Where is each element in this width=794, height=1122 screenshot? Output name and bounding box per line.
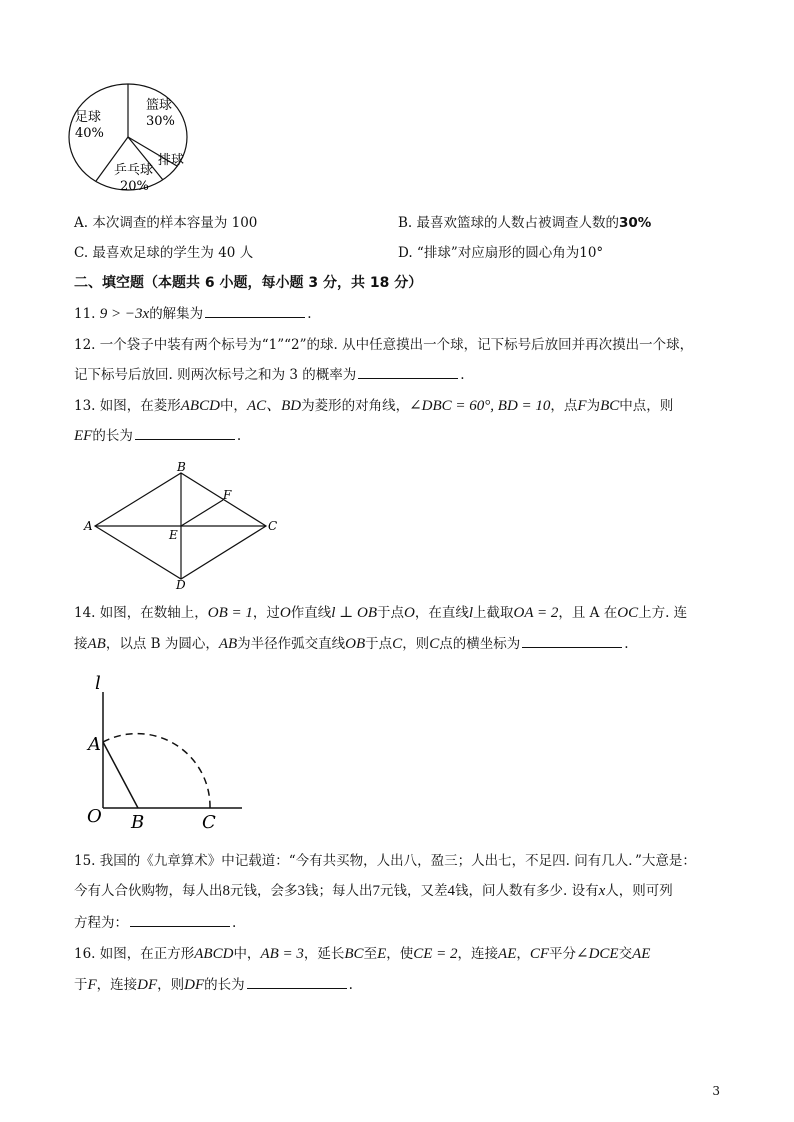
- question-13-line1: [74, 396, 673, 416]
- question-15-line1: 15. 我国的《九章算术》中记载道：“今有共买物，人出八，盈三；人出七，不足四. 问有几人．”大意是：: [74, 853, 696, 869]
- q11-text: 的解集为: [149, 306, 204, 322]
- q14-text-e: ，在直线: [414, 605, 469, 621]
- q14-answer-blank[interactable]: [522, 633, 622, 648]
- q14-text-h: 上方. 连: [638, 605, 688, 621]
- q14-text-a: 14. 如图，在数轴上，: [74, 605, 208, 621]
- q14-text-i: 接: [74, 636, 88, 652]
- q16-e: E: [377, 946, 387, 962]
- question-15-line2: [74, 881, 673, 901]
- q15-n8: 8: [222, 883, 230, 899]
- q14-end: .: [624, 636, 629, 652]
- q16-ae2: AE: [632, 946, 651, 962]
- q13-condition: ∠DBC = 60°, BD = 10: [409, 398, 551, 414]
- q15-text-d: 元钱，又差: [380, 883, 448, 899]
- q13-rhombus: ABCD: [180, 398, 220, 414]
- q16-cf: CF: [529, 946, 550, 962]
- q16-text-f: ，连接: [457, 946, 499, 962]
- q16-ae: AE: [498, 946, 517, 962]
- q16-text-i: 交: [618, 946, 633, 962]
- option-a: A. 本次调查的样本容量为 100: [74, 215, 258, 231]
- section-2-title: 二、填空题（本题共 6 小题，每小题 3 分，共 18 分）: [74, 275, 423, 291]
- label-c: C: [268, 519, 278, 533]
- question-16-line1: [74, 944, 650, 964]
- q13-segment-bc: BC: [600, 398, 620, 414]
- q14-perp: l ⊥ OB: [331, 605, 378, 621]
- q16-df: DF: [137, 977, 158, 993]
- q15-end: .: [232, 915, 237, 931]
- q12-end: .: [460, 367, 465, 383]
- q11-num: 11.: [74, 306, 96, 322]
- q13-answer-blank[interactable]: [135, 425, 235, 440]
- q16-text-j: 于: [74, 977, 88, 993]
- q11-answer-blank[interactable]: [205, 303, 305, 318]
- pie-label-pingpong: 乒乓球: [114, 163, 154, 178]
- q16-f: F: [87, 977, 97, 993]
- q14-c2: C: [429, 636, 440, 652]
- q16-text-c: ，延长: [303, 946, 345, 962]
- pie-label-football: 足球: [75, 110, 102, 125]
- q16-ce: CE = 2: [413, 946, 458, 962]
- question-14-line2: [74, 633, 629, 654]
- q15-text-c: 钱；每人出: [305, 883, 373, 899]
- option-d: [398, 243, 603, 263]
- q14-ab2: AB: [218, 636, 238, 652]
- q16-end: .: [348, 977, 353, 993]
- q16-text-a: 16. 如图，在正方形: [74, 946, 195, 962]
- q14-text-j: ，以点 B 为圆心，: [105, 636, 219, 652]
- q14-text-m: ，则: [402, 636, 430, 652]
- question-15-line3: [74, 912, 236, 933]
- q13-text-e: 为: [586, 398, 601, 414]
- pie-value-basketball: 30%: [146, 114, 175, 129]
- q14-c1: C: [392, 636, 403, 652]
- q13-text-c: 为菱形的对角线，: [301, 398, 410, 414]
- pie-value-football: 40%: [75, 126, 104, 141]
- q13-text-a: 13. 如图，在菱形: [74, 398, 181, 414]
- q14-text-n: 点的横坐标为: [439, 636, 521, 652]
- label-b: B: [131, 812, 145, 833]
- q15-text-b: 元钱，会多: [230, 883, 298, 899]
- q13-text-d: ，点: [550, 398, 578, 414]
- q16-text-k: ，连接: [96, 977, 138, 993]
- label-l: l: [95, 673, 101, 694]
- q14-text-f: 上截取: [473, 605, 514, 621]
- option-b: [398, 213, 651, 233]
- q13-text-b: 中，: [219, 398, 247, 414]
- q11-end: .: [307, 306, 312, 322]
- q15-answer-blank[interactable]: [130, 912, 230, 927]
- label-e: E: [169, 528, 178, 542]
- label-a: A: [88, 734, 101, 755]
- q16-answer-blank[interactable]: [247, 974, 347, 989]
- q14-ob: OB = 1: [207, 605, 253, 621]
- q16-square: ABCD: [194, 946, 234, 962]
- q12-answer-blank[interactable]: [358, 364, 458, 379]
- question-14-line1: [74, 603, 687, 623]
- page-number: 3: [712, 1084, 720, 1098]
- q11-expr: 9 > −3x: [99, 306, 150, 322]
- q15-text-g: 方程为：: [74, 915, 128, 931]
- label-a: A: [84, 519, 93, 533]
- q14-text-l: 于点: [365, 636, 393, 652]
- q14-o2: O: [404, 605, 415, 621]
- option-d-text: D. “排球”对应扇形的圆心角为: [398, 245, 580, 261]
- q16-text-d: 至: [363, 946, 378, 962]
- q14-text-c: 作直线: [290, 605, 332, 621]
- pie-value-pingpong: 20%: [120, 179, 149, 194]
- q16-bc: BC: [344, 946, 364, 962]
- q16-text-m: 的长为: [204, 977, 245, 993]
- q14-ab1: AB: [87, 636, 106, 652]
- q13-end: .: [236, 428, 242, 444]
- q16-df2: DF: [184, 977, 205, 993]
- q16-ab: AB = 3: [260, 946, 304, 962]
- option-d-value: 10°: [579, 245, 604, 261]
- q12-text: 记下标号后放回. 则两次标号之和为 3 的概率为: [74, 367, 357, 383]
- segment-ab: [103, 742, 138, 808]
- q15-x: x: [598, 883, 606, 899]
- q14-o1: O: [279, 605, 291, 621]
- question-11: [74, 303, 311, 324]
- q16-text-b: 中，: [233, 946, 261, 962]
- question-12-line2: [74, 364, 465, 385]
- q14-text-d: 于点: [377, 605, 405, 621]
- q15-text-e: 钱，问人数有多少. 设有: [455, 883, 599, 899]
- question-13-line2: [74, 425, 241, 446]
- q14-oa: OA = 2: [513, 605, 559, 621]
- q13-diagonals: AC、BD: [246, 398, 302, 414]
- question-12-line1: 12. 一个袋子中装有两个标号为“1”“2”的球. 从中任意摸出一个球，记下标号后放回并再次摸出一个球，: [74, 337, 694, 353]
- label-o: O: [87, 806, 102, 827]
- q14-oc: OC: [617, 605, 639, 621]
- q14-ob2: OB: [345, 636, 366, 652]
- q16-text-e: ，使: [386, 946, 414, 962]
- label-b: B: [177, 460, 186, 474]
- q13-point-f: F: [577, 398, 587, 414]
- q16-text-l: ，则: [157, 977, 185, 993]
- segment-ef: [181, 500, 223, 526]
- q16-text-h: 平分: [549, 946, 577, 962]
- q14-l: l: [468, 605, 474, 621]
- q13-text-g: 的长为: [92, 428, 133, 444]
- number-line-figure: [82, 668, 252, 836]
- option-b-value: 30%: [619, 215, 652, 231]
- q15-text-a: 今有人合伙购物，每人出: [74, 883, 223, 899]
- q14-text-g: ，且 A 在: [558, 605, 618, 621]
- q13-text-f: 中点，则: [619, 398, 674, 414]
- q14-text-k: 为半径作弧交直线: [237, 636, 346, 652]
- rhombus-figure: [80, 460, 290, 590]
- label-c: C: [202, 812, 216, 833]
- label-d: D: [176, 578, 186, 590]
- q14-text-b: ，过: [252, 605, 280, 621]
- q15-text-f: 人，则可列: [605, 883, 673, 899]
- pie-label-volleyball: 排球: [158, 153, 185, 168]
- q15-n4: 4: [447, 883, 455, 899]
- q15-n7: 7: [372, 883, 380, 899]
- pie-label-basketball: 篮球: [146, 98, 173, 113]
- option-c: C. 最喜欢足球的学生为 40 人: [74, 245, 254, 261]
- label-f: F: [223, 488, 232, 502]
- q13-segment-ef: EF: [74, 428, 93, 444]
- q16-angle: ∠DCE: [576, 946, 619, 962]
- option-b-text: B. 最喜欢篮球的人数占被调查人数的: [398, 215, 620, 231]
- pie-chart: [66, 82, 206, 204]
- q16-text-g: ，: [516, 946, 530, 962]
- question-16-line2: [74, 974, 353, 995]
- q15-n3: 3: [297, 883, 305, 899]
